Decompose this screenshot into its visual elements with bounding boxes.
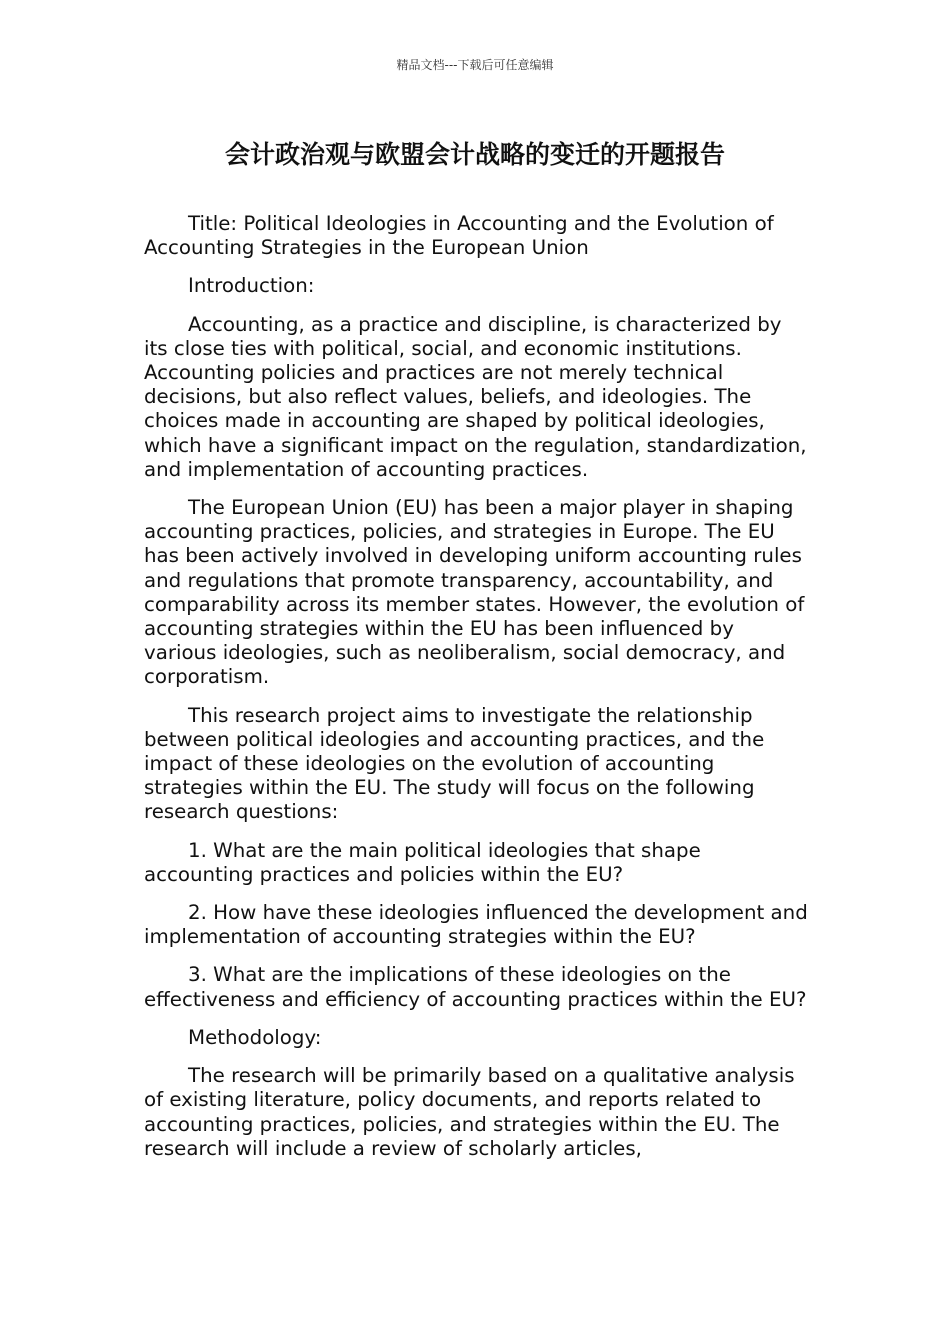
document-title: 会计政治观与欧盟会计战略的变迁的开题报告 (224, 140, 725, 169)
research-question: 1. What are the main political ideologies that shape accounting practices and policies within the EU? (144, 838, 701, 886)
section-heading-methodology: Methodology: (188, 1025, 322, 1049)
header-note: 精品文档---下载后可任意编辑 (396, 58, 554, 72)
paragraph: The European Union (EU) has been a major player in shaping accounting practices, policies, and strategies in Europe. The EU has been actively involved in developing uniform accounting rules and regulations that promote transparency, accountability, and comparability across its member states. However, the evolution of accounting strategies within the EU has been influenced by various ideologies, such as neoliberalism, social democracy, and corporatism. (144, 496, 805, 689)
research-question: 3. What are the implications of these ideologies on the effectiveness and efficiency of accounting practices within the EU? (144, 963, 807, 1011)
research-question: 2. How have these ideologies influenced the development and implementation of accounting strategies within the EU? (144, 901, 808, 949)
section-heading-introduction: Introduction: (188, 274, 315, 298)
paragraph: The research will be primarily based on a qualitative analysis of existing literature, policy documents, and reports related to accounting practices, policies, and strategies within the EU. The research will include a review of scholarly articles, (144, 1064, 795, 1160)
paragraph: This research project aims to investigate the relationship between political ideologies and accounting practices, and the impact of these ideologies on the evolution of accounting strategies within the EU. The study will focus on the following research questions: (144, 703, 765, 824)
document-body (144, 212, 808, 1175)
paragraph-title-line: Title: Political Ideologies in Accounting and the Evolution of Accounting Strategies in the European Union (144, 212, 774, 260)
paragraph: Accounting, as a practice and discipline, is characterized by its close ties with political, social, and economic institutions. Accounting policies and practices are not merely technical decisions, but also reflect values, beliefs, and ideologies. The choices made in accounting are shaped by political ideologies, which have a significant impact on the regulation, standardization, and implementation of accounting practices. (144, 312, 807, 481)
